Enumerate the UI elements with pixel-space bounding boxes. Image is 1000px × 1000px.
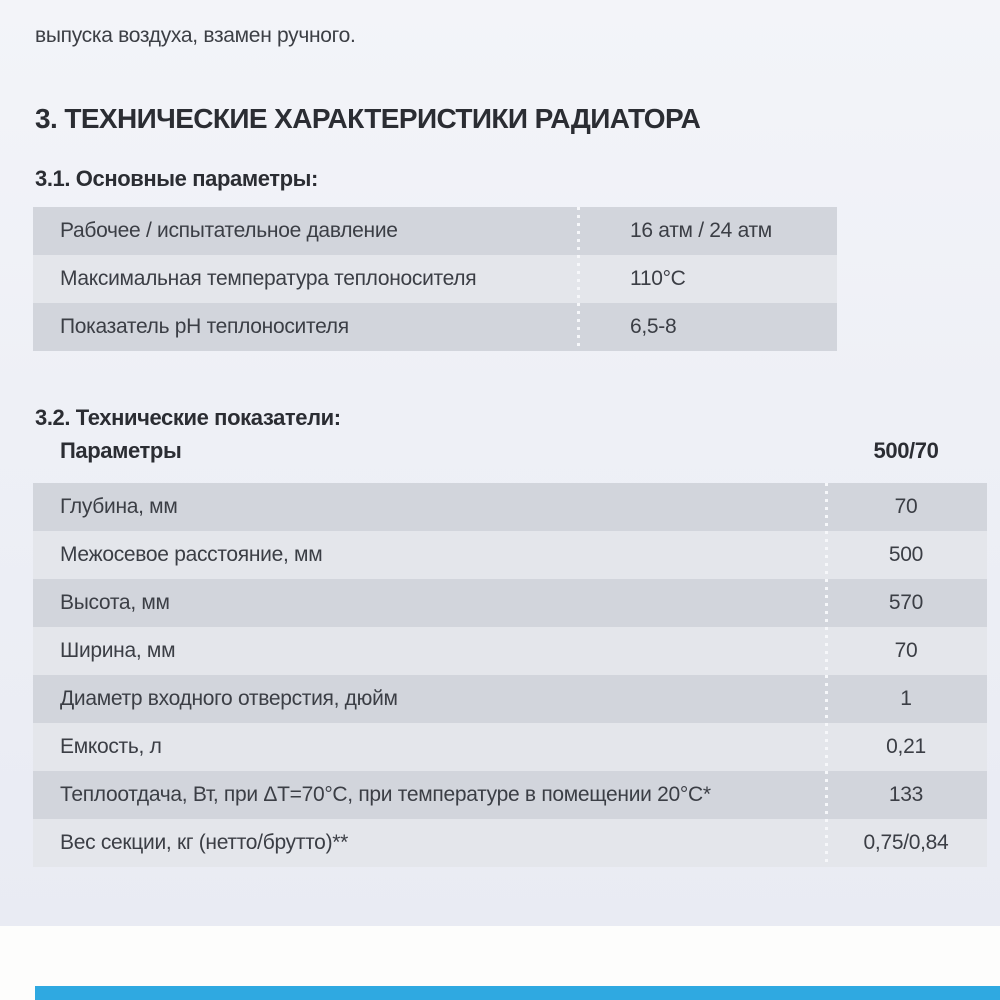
param-label: Рабочее / испытательное давление — [60, 219, 398, 242]
table-row — [33, 579, 987, 627]
param-value: 6,5-8 — [630, 315, 677, 338]
table-row — [33, 627, 987, 675]
intro-paragraph: выпуска воздуха, взамен ручного. — [35, 24, 356, 47]
param-value: 16 атм / 24 атм — [630, 219, 772, 242]
table-row — [33, 303, 837, 351]
table-row — [33, 723, 987, 771]
table-row — [33, 771, 987, 819]
table-row — [33, 483, 987, 531]
param-value: 70 — [894, 495, 918, 518]
section-3-2-title: 3.2. Технические показатели: — [35, 405, 341, 431]
tech-params-header-row — [33, 436, 987, 466]
param-value: 70 — [894, 639, 918, 662]
param-label: Максимальная температура теплоносителя — [60, 267, 477, 290]
param-value: 570 — [888, 591, 924, 614]
param-label: Глубина, мм — [60, 495, 178, 518]
param-value: 500 — [888, 543, 924, 566]
param-label: Высота, мм — [60, 591, 170, 614]
table-row — [33, 207, 837, 255]
param-label: Межосевое расстояние, мм — [60, 543, 323, 566]
column-divider — [577, 207, 580, 351]
basic-params-table — [33, 207, 837, 351]
column-header-parameters: Параметры — [60, 438, 182, 463]
tech-params-table — [33, 483, 987, 867]
param-value: 133 — [888, 783, 924, 806]
table-row — [33, 255, 837, 303]
table-row — [33, 531, 987, 579]
param-label: Емкость, л — [60, 735, 162, 758]
column-divider — [825, 483, 828, 867]
bottom-accent-bar — [35, 986, 1000, 1000]
table-row — [33, 819, 987, 867]
param-value: 110°С — [630, 267, 686, 290]
section-3-1-title: 3.1. Основные параметры: — [35, 166, 318, 192]
param-label: Теплоотдача, Вт, при ΔТ=70°С, при температуре в помещении 20°С* — [60, 783, 711, 806]
param-label: Показатель рН теплоносителя — [60, 315, 349, 338]
param-label: Вес секции, кг (нетто/брутто)** — [60, 831, 349, 854]
section-3-title: 3. ТЕХНИЧЕСКИЕ ХАРАКТЕРИСТИКИ РАДИАТОРА — [35, 102, 701, 134]
param-label: Диаметр входного отверстия, дюйм — [60, 687, 398, 710]
table-row — [33, 675, 987, 723]
column-header-model: 500/70 — [873, 438, 939, 463]
param-value: 0,21 — [886, 735, 926, 758]
param-value: 1 — [900, 687, 912, 710]
param-value: 0,75/0,84 — [863, 831, 949, 854]
param-label: Ширина, мм — [60, 639, 176, 662]
